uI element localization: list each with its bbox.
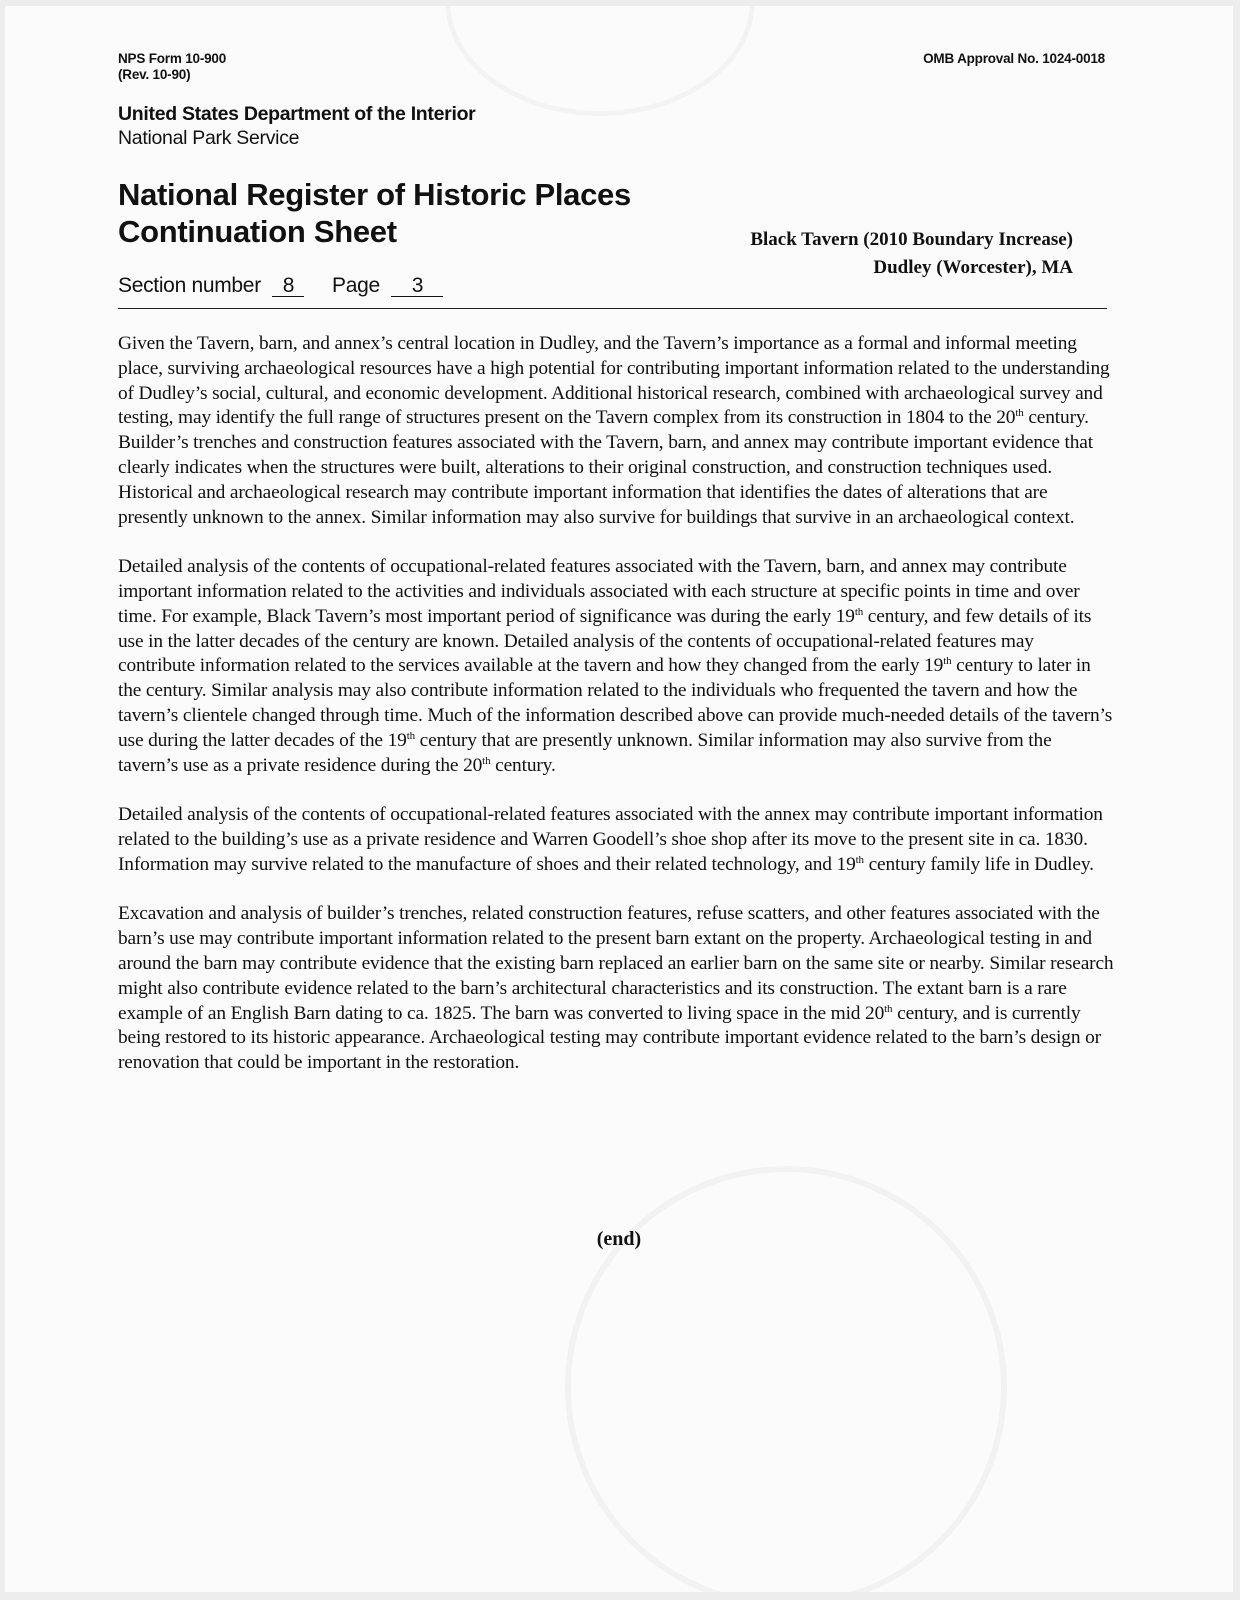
seal-watermark-top [445, 6, 755, 116]
section-number: 8 [272, 276, 304, 297]
section-info [118, 274, 443, 298]
form-number: NPS Form 10-900 [118, 51, 227, 66]
paragraph-3: Detailed analysis of the contents of occupational-related features associated with the annex may contribute important information related to the building’s use as a private residence and Warren Goodell’s shoe shop after its move to the present site in ca. 1830. Information may survive related to the manufacture of shoes and their related technology, and 19th century family life in Dudley. [118, 804, 1103, 875]
end-marker: (end) [596, 1228, 642, 1250]
form-identifier [118, 51, 226, 83]
paragraph-4: Excavation and analysis of builder’s trenches, related construction features, refuse scatters, and other features associated with the barn’s use may contribute important information related to the present barn extant on the property. Archaeological testing in and around the barn may contribute evidence that the existing barn replaced an earlier barn on the same site or nearby. Similar research might also contribute evidence related to the barn’s architectural characteristics and its construction. The extant barn is a rare example of an English Barn dating to ca. 1825. The barn was converted to living space in the mid 20th century, and is currently being restored to its historic appearance. Archaeological testing may contribute important evidence related to the barn’s design or renovation that could be important in the restoration. [118, 903, 1114, 1074]
paragraph-1: Given the Tavern, barn, and annex’s central location in Dudley, and the Tavern’s importance as a formal and informal meeting place, surviving archaeological resources have a high potential for contributing important information related to the understanding of Dudley’s social, cultural, and economic development. Additional historical research, combined with archaeological survey and testing, may identify the full range of structures present on the Tavern complex from its construction in 1804 to the 20th century. Builder’s trenches and construction features associated with the Tavern, barn, and annex may contribute important evidence that clearly indicates when the structures were built, alterations to their original construction, and construction techniques used. Historical and archaeological research may contribute important information that identifies the dates of alterations that are presently unknown to the annex. Similar information may also survive for buildings that survive in an archaeological context. [118, 333, 1110, 528]
page-label: Page [331, 274, 380, 297]
header-divider [118, 308, 1107, 309]
property-name: Black Tavern (2010 Boundary Increase) [750, 229, 1073, 250]
page-title [118, 176, 631, 250]
section-label: Section number [118, 274, 261, 297]
title-line-2: Continuation Sheet [118, 214, 397, 249]
omb-approval: OMB Approval No. 1024-0018 [923, 51, 1105, 66]
property-block [750, 226, 1073, 282]
department-block [118, 102, 475, 150]
form-revision: (Rev. 10-90) [118, 67, 191, 82]
paragraph-2: Detailed analysis of the contents of occupational-related features associated with the Tavern, barn, and annex may contribute important information related to the activities and individuals associated with each structure at specific points in time and over time. For example, Black Tavern’s most important period of significance was during the early 19th century, and few details of its use in the latter decades of the century are known. Detailed analysis of the contents of occupational-related features may contribute information related to the services available at the tavern and how they changed from the early 19th century to later in the century. Similar analysis may also contribute information related to the individuals who frequented the tavern and how the tavern’s clientele changed through time. Much of the information described above can provide much-needed details of the tavern’s use during the latter decades of the 19th century that are presently unknown. Similar information may also survive from the tavern’s use as a private residence during the 20th century. [118, 556, 1113, 776]
title-line-1: National Register of Historic Places [118, 177, 631, 212]
department-name: United States Department of the Interior [118, 103, 476, 125]
agency-name: National Park Service [118, 127, 300, 149]
document-body [118, 332, 1114, 1101]
document-page [5, 6, 1233, 1592]
property-location: Dudley (Worcester), MA [873, 257, 1073, 278]
page-number: 3 [391, 276, 443, 297]
